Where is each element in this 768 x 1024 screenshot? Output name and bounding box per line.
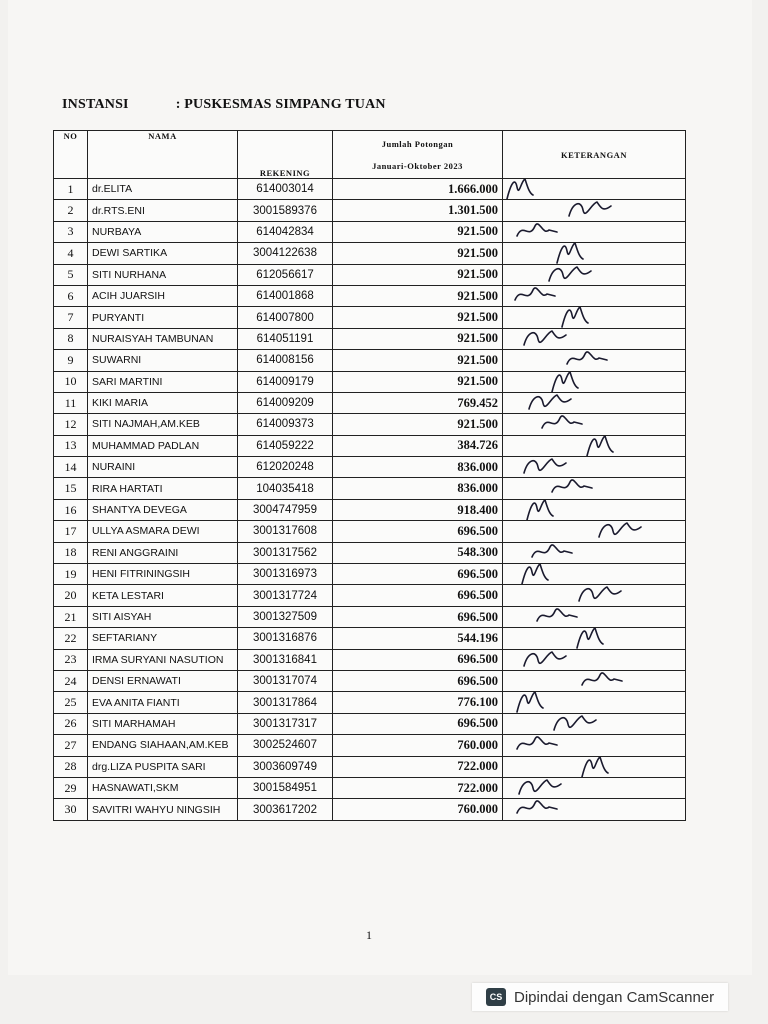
row-jumlah: 544.196 — [333, 628, 503, 649]
signature-icon — [553, 243, 613, 264]
row-keterangan — [503, 435, 686, 456]
row-keterangan — [503, 221, 686, 242]
row-name: RENI ANGGRAINI — [88, 542, 238, 563]
table-row — [54, 264, 686, 285]
row-rekening: 612020248 — [238, 457, 333, 478]
row-rekening: 3004747959 — [238, 499, 333, 520]
table-row — [54, 371, 686, 392]
row-name: dr.RTS.ENI — [88, 200, 238, 221]
signature-icon — [573, 585, 633, 606]
row-jumlah: 1.301.500 — [333, 200, 503, 221]
row-number: 12 — [54, 414, 88, 435]
signature-icon — [578, 670, 638, 691]
table-row — [54, 350, 686, 371]
row-rekening: 614001868 — [238, 285, 333, 306]
row-rekening: 3001317724 — [238, 585, 333, 606]
row-number: 2 — [54, 200, 88, 221]
row-rekening: 3001317074 — [238, 670, 333, 691]
signature-icon — [538, 414, 598, 435]
row-jumlah: 921.500 — [333, 285, 503, 306]
table-row — [54, 457, 686, 478]
row-rekening: 3001316876 — [238, 628, 333, 649]
table-row — [54, 606, 686, 627]
signature-icon — [593, 521, 653, 542]
signature-icon — [518, 564, 578, 585]
row-name: drg.LIZA PUSPITA SARI — [88, 756, 238, 777]
row-number: 21 — [54, 606, 88, 627]
row-name: SITI AISYAH — [88, 606, 238, 627]
row-keterangan — [503, 564, 686, 585]
table-row — [54, 649, 686, 670]
row-name: IRMA SURYANI NASUTION — [88, 649, 238, 670]
row-rekening: 612056617 — [238, 264, 333, 285]
row-name: KETA LESTARI — [88, 585, 238, 606]
row-rekening: 3001316841 — [238, 649, 333, 670]
row-keterangan — [503, 243, 686, 264]
row-number: 27 — [54, 735, 88, 756]
row-jumlah: 696.500 — [333, 585, 503, 606]
row-number: 13 — [54, 435, 88, 456]
row-jumlah: 722.000 — [333, 756, 503, 777]
signature-icon — [511, 285, 571, 306]
table-row — [54, 200, 686, 221]
row-rekening: 614051191 — [238, 328, 333, 349]
row-keterangan — [503, 756, 686, 777]
header-jumlah — [333, 131, 503, 179]
signature-icon — [543, 264, 603, 285]
row-rekening: 614009179 — [238, 371, 333, 392]
row-name: HASNAWATI,SKM — [88, 777, 238, 798]
header-rekening: REKENING — [238, 131, 333, 179]
row-rekening: 3001317864 — [238, 692, 333, 713]
row-name: KIKI MARIA — [88, 392, 238, 413]
row-keterangan — [503, 628, 686, 649]
row-rekening: 3001316973 — [238, 564, 333, 585]
signature-icon — [518, 649, 578, 670]
row-number: 29 — [54, 777, 88, 798]
row-keterangan — [503, 606, 686, 627]
row-rekening: 3001589376 — [238, 200, 333, 221]
signature-icon — [513, 799, 573, 820]
row-jumlah: 760.000 — [333, 799, 503, 820]
row-number: 24 — [54, 670, 88, 691]
row-jumlah: 921.500 — [333, 350, 503, 371]
row-keterangan — [503, 649, 686, 670]
row-name: ENDANG SIAHAAN,AM.KEB — [88, 735, 238, 756]
row-rekening: 3001317608 — [238, 521, 333, 542]
row-rekening: 614009373 — [238, 414, 333, 435]
table-row — [54, 307, 686, 328]
signature-icon — [503, 179, 563, 200]
signature-icon — [548, 371, 608, 392]
header-jumlah-line1: Jumlah Potongan — [381, 138, 454, 149]
row-keterangan — [503, 350, 686, 371]
instansi-label: INSTANSI — [62, 97, 129, 112]
row-rekening: 3002524607 — [238, 735, 333, 756]
row-number: 3 — [54, 221, 88, 242]
row-jumlah: 921.500 — [333, 221, 503, 242]
signature-icon — [578, 756, 638, 777]
row-number: 20 — [54, 585, 88, 606]
row-jumlah: 921.500 — [333, 328, 503, 349]
row-jumlah: 921.500 — [333, 307, 503, 328]
row-number: 11 — [54, 392, 88, 413]
table-row — [54, 435, 686, 456]
row-jumlah: 921.500 — [333, 264, 503, 285]
row-keterangan — [503, 713, 686, 734]
row-jumlah: 918.400 — [333, 499, 503, 520]
table-row — [54, 564, 686, 585]
table-row — [54, 478, 686, 499]
row-number: 8 — [54, 328, 88, 349]
page-number: 1 — [366, 928, 372, 942]
signature-icon — [558, 307, 618, 328]
signature-icon — [513, 777, 573, 798]
table-row — [54, 628, 686, 649]
row-name: SHANTYA DEVEGA — [88, 499, 238, 520]
table-row — [54, 585, 686, 606]
row-rekening: 3003609749 — [238, 756, 333, 777]
row-name: HENI FITRININGSIH — [88, 564, 238, 585]
row-keterangan — [503, 542, 686, 563]
row-jumlah: 836.000 — [333, 478, 503, 499]
header-jumlah-line2: Januari-Oktober 2023 — [372, 160, 463, 171]
row-jumlah: 921.500 — [333, 371, 503, 392]
signature-icon — [563, 200, 623, 221]
row-keterangan — [503, 414, 686, 435]
signature-icon — [518, 457, 578, 478]
deduction-table — [53, 130, 686, 821]
row-name: DEWI SARTIKA — [88, 243, 238, 264]
row-rekening: 614059222 — [238, 435, 333, 456]
row-name: SITI NAJMAH,AM.KEB — [88, 414, 238, 435]
table-row — [54, 221, 686, 242]
row-keterangan — [503, 735, 686, 756]
row-name: NURBAYA — [88, 221, 238, 242]
table-row — [54, 713, 686, 734]
row-name: DENSI ERNAWATI — [88, 670, 238, 691]
row-jumlah: 836.000 — [333, 457, 503, 478]
row-jumlah: 760.000 — [333, 735, 503, 756]
table-row — [54, 179, 686, 200]
row-rekening: 3001317562 — [238, 542, 333, 563]
signature-icon — [518, 328, 578, 349]
row-number: 19 — [54, 564, 88, 585]
signature-icon — [523, 392, 583, 413]
table-row — [54, 799, 686, 820]
row-rekening: 3004122638 — [238, 243, 333, 264]
row-keterangan — [503, 692, 686, 713]
instansi-value: : PUSKESMAS SIMPANG TUAN — [175, 97, 386, 112]
row-rekening: 614009209 — [238, 392, 333, 413]
row-name: NURAISYAH TAMBUNAN — [88, 328, 238, 349]
table-row — [54, 392, 686, 413]
row-keterangan — [503, 200, 686, 221]
row-name: NURAINI — [88, 457, 238, 478]
table-row — [54, 521, 686, 542]
row-number: 15 — [54, 478, 88, 499]
row-name: SUWARNI — [88, 350, 238, 371]
table-row — [54, 692, 686, 713]
row-name: dr.ELITA — [88, 179, 238, 200]
instansi-header — [62, 97, 386, 113]
signature-icon — [513, 692, 573, 713]
header-keterangan: KETERANGAN — [503, 131, 686, 179]
row-number: 5 — [54, 264, 88, 285]
row-keterangan — [503, 392, 686, 413]
table-body — [54, 179, 686, 821]
row-number: 10 — [54, 371, 88, 392]
row-jumlah: 921.500 — [333, 243, 503, 264]
row-number: 6 — [54, 285, 88, 306]
signature-icon — [513, 735, 573, 756]
row-number: 7 — [54, 307, 88, 328]
row-name: RIRA HARTATI — [88, 478, 238, 499]
row-jumlah: 696.500 — [333, 713, 503, 734]
table-row — [54, 735, 686, 756]
table-row — [54, 777, 686, 798]
row-jumlah: 696.500 — [333, 649, 503, 670]
signature-icon — [563, 350, 623, 371]
row-number: 9 — [54, 350, 88, 371]
row-keterangan — [503, 521, 686, 542]
row-number: 25 — [54, 692, 88, 713]
signature-icon — [523, 499, 583, 520]
signature-icon — [583, 435, 643, 456]
row-keterangan — [503, 264, 686, 285]
row-rekening: 3001584951 — [238, 777, 333, 798]
row-number: 1 — [54, 179, 88, 200]
header-no: NO — [54, 131, 88, 179]
row-keterangan — [503, 478, 686, 499]
signature-icon — [548, 713, 608, 734]
row-name: SAVITRI WAHYU NINGSIH — [88, 799, 238, 820]
row-rekening: 614008156 — [238, 350, 333, 371]
row-keterangan — [503, 371, 686, 392]
row-keterangan — [503, 328, 686, 349]
row-jumlah: 921.500 — [333, 414, 503, 435]
row-name: SARI MARTINI — [88, 371, 238, 392]
row-jumlah: 548.300 — [333, 542, 503, 563]
row-rekening: 614007800 — [238, 307, 333, 328]
row-number: 18 — [54, 542, 88, 563]
table-row — [54, 499, 686, 520]
table-row — [54, 670, 686, 691]
row-rekening: 104035418 — [238, 478, 333, 499]
row-number: 14 — [54, 457, 88, 478]
row-jumlah: 722.000 — [333, 777, 503, 798]
row-jumlah: 696.500 — [333, 670, 503, 691]
signature-icon — [548, 478, 608, 499]
row-keterangan — [503, 307, 686, 328]
row-keterangan — [503, 670, 686, 691]
row-rekening: 3001327509 — [238, 606, 333, 627]
row-keterangan — [503, 799, 686, 820]
table-row — [54, 285, 686, 306]
table-row — [54, 243, 686, 264]
header-nama: NAMA — [88, 131, 238, 179]
row-name: SEFTARIANY — [88, 628, 238, 649]
row-number: 16 — [54, 499, 88, 520]
row-keterangan — [503, 585, 686, 606]
row-number: 22 — [54, 628, 88, 649]
row-jumlah: 696.500 — [333, 564, 503, 585]
row-number: 17 — [54, 521, 88, 542]
table-row — [54, 542, 686, 563]
row-jumlah: 384.726 — [333, 435, 503, 456]
camscanner-watermark — [472, 983, 728, 1011]
row-rekening: 3001317317 — [238, 713, 333, 734]
row-keterangan — [503, 285, 686, 306]
row-jumlah: 696.500 — [333, 606, 503, 627]
row-jumlah: 1.666.000 — [333, 179, 503, 200]
row-name: ULLYA ASMARA DEWI — [88, 521, 238, 542]
row-number: 4 — [54, 243, 88, 264]
row-name: ACIH JUARSIH — [88, 285, 238, 306]
table-row — [54, 756, 686, 777]
row-keterangan — [503, 777, 686, 798]
camscanner-logo-icon: CS — [486, 988, 506, 1006]
row-jumlah: 769.452 — [333, 392, 503, 413]
row-jumlah: 776.100 — [333, 692, 503, 713]
table-header-row — [54, 131, 686, 179]
row-name: EVA ANITA FIANTI — [88, 692, 238, 713]
row-rekening: 3003617202 — [238, 799, 333, 820]
row-number: 28 — [54, 756, 88, 777]
row-rekening: 614003014 — [238, 179, 333, 200]
row-name: SITI NURHANA — [88, 264, 238, 285]
row-jumlah: 696.500 — [333, 521, 503, 542]
row-keterangan — [503, 457, 686, 478]
row-name: MUHAMMAD PADLAN — [88, 435, 238, 456]
table-row — [54, 414, 686, 435]
row-keterangan — [503, 499, 686, 520]
row-number: 30 — [54, 799, 88, 820]
signature-icon — [573, 628, 633, 649]
signature-icon — [528, 542, 588, 563]
row-name: PURYANTI — [88, 307, 238, 328]
row-rekening: 614042834 — [238, 221, 333, 242]
watermark-text: Dipindai dengan CamScanner — [514, 988, 715, 1006]
signature-icon — [513, 221, 573, 242]
row-number: 26 — [54, 713, 88, 734]
row-keterangan — [503, 179, 686, 200]
signature-icon — [533, 606, 593, 627]
row-number: 23 — [54, 649, 88, 670]
row-name: SITI MARHAMAH — [88, 713, 238, 734]
table-row — [54, 328, 686, 349]
